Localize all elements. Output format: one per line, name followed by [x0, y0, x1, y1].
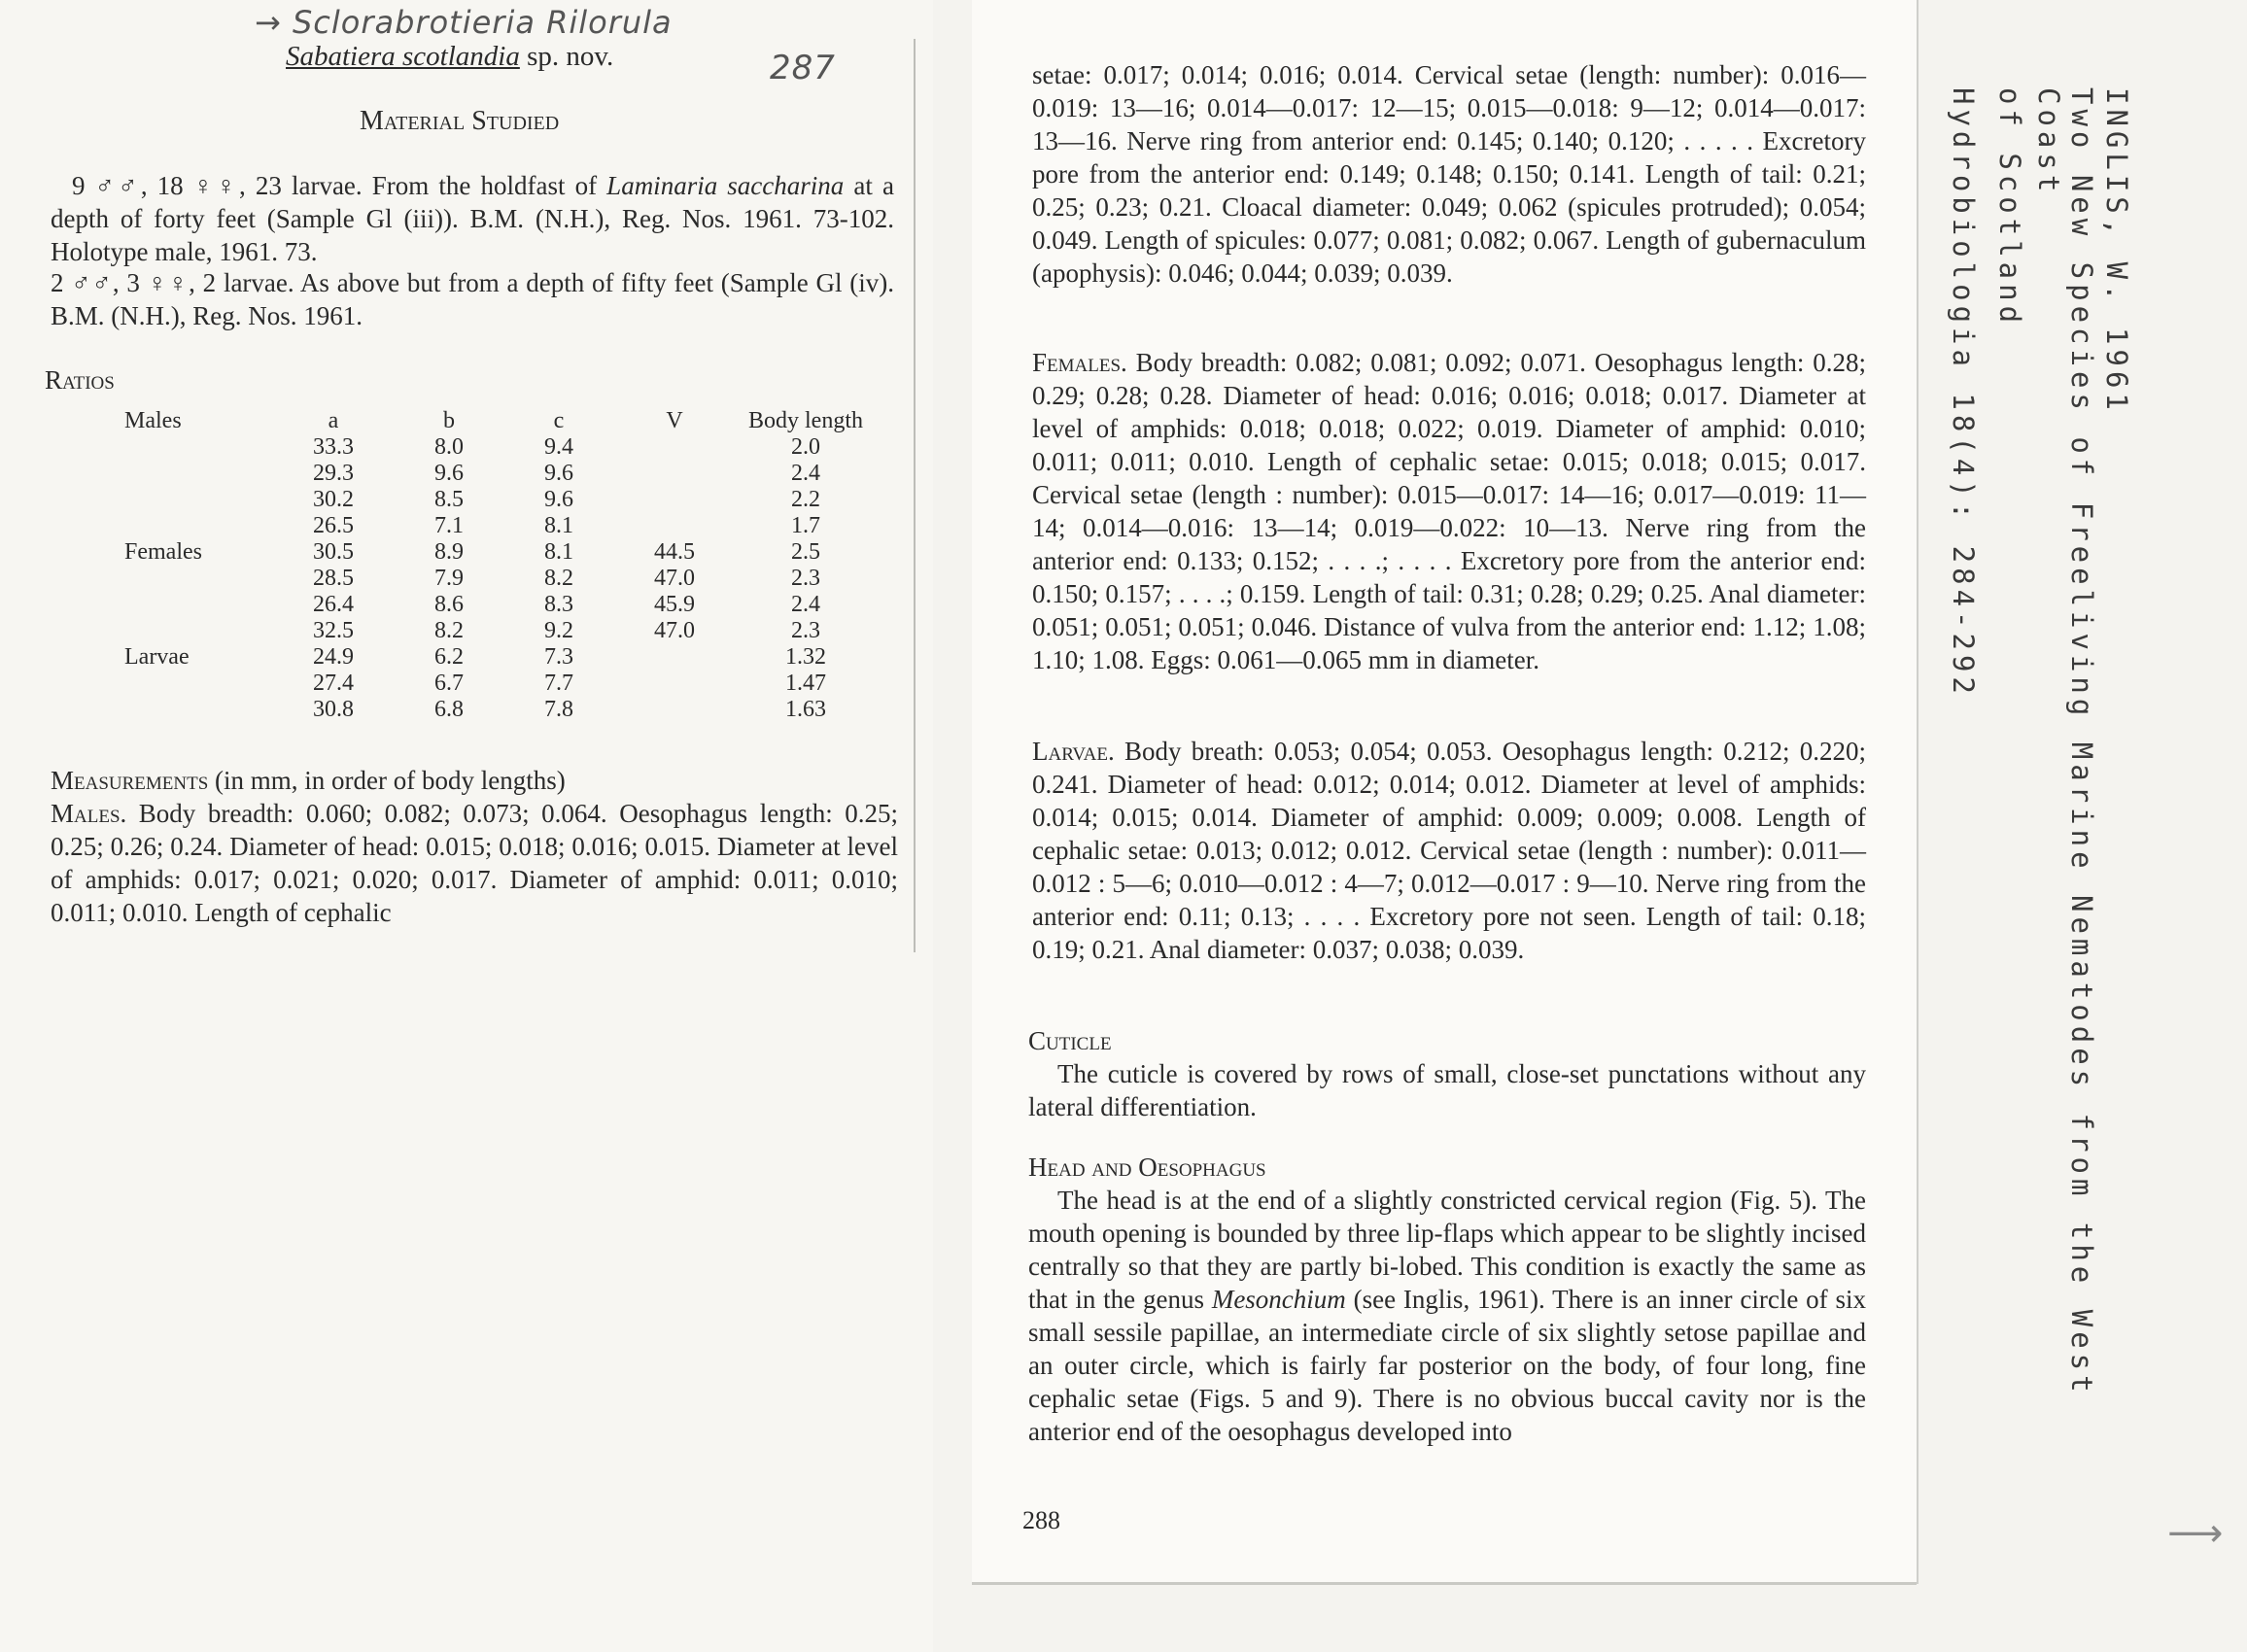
page-bottom-edge	[972, 1582, 1917, 1585]
ratios-cell-c: 7.3	[544, 644, 573, 670]
ratios-cell-body-length: 2.4	[791, 592, 820, 617]
ratios-cell-v: 45.9	[654, 592, 695, 617]
ratios-row	[124, 513, 879, 539]
ratios-table-body	[124, 434, 879, 723]
ratios-cell-a: 24.9	[313, 644, 354, 670]
ratios-cell-a: 26.5	[313, 513, 354, 538]
larvae-measurements: Larvae. Body breath: 0.053; 0.054; 0.053. Oesophagus length: 0.212; 0.220; 0.241. Diameter of head: 0.012; 0.014; 0.012. Diameter at level of amphids: 0.014; 0.015; 0.014. Diameter of amphid: 0.009; 0.009; 0.008. Length of cephalic setae: 0.013; 0.012; 0.012. Cervical setae (length : number): 0.011—0.012 : 5—6; 0.010—0.012 : 4—7; 0.012—0.017 : 9—10. Nerve ring from the anterior end: 0.11; 0.13; . . . . Excretory pore not seen. Length of tail: 0.18; 0.19; 0.21. Anal diameter: 0.037; 0.038; 0.039.	[1032, 737, 1866, 964]
species-name: Sabatiera scotlandia	[286, 41, 520, 72]
ratios-row	[124, 671, 879, 697]
material-paragraph-1: 9 ♂♂, 18 ♀♀, 23 larvae. From the holdfast of Laminaria saccharina at a depth of forty feet (Sample Gl (iii)). B.M. (N.H.), Reg. Nos. 1961. 73-102. Holotype male, 1961. 73.	[51, 171, 894, 266]
ratios-cell-body-length: 2.3	[791, 618, 820, 643]
ratios-row	[124, 618, 879, 644]
ratios-header-v: V	[666, 408, 683, 433]
ratios-row	[124, 434, 879, 461]
citation-sidebar	[1929, 87, 2162, 1467]
ratios-cell-c: 8.3	[544, 592, 573, 617]
cuticle-paragraph: The cuticle is covered by rows of small, close-set punctations without any lateral differentiation.	[1028, 1059, 1866, 1121]
ratios-cell-group	[124, 434, 270, 461]
ratios-cell-group	[124, 592, 270, 618]
ratios-cell-v: 47.0	[654, 566, 695, 591]
ratios-cell-v	[616, 487, 733, 513]
head-oesophagus-heading: Head and Oesophagus	[1028, 1153, 1266, 1182]
ratios-cell-b: 7.1	[434, 513, 464, 538]
ratios-cell-a: 30.5	[313, 539, 354, 565]
cuticle-heading: Cuticle	[1028, 1026, 1112, 1055]
material-paragraph-2: 2 ♂♂, 3 ♀♀, 2 larvae. As above but from a depth of fifty feet (Sample Gl (iv). B.M. (N.H.), Reg. Nos. 1961.	[51, 268, 894, 330]
ratios-cell-b: 6.2	[434, 644, 464, 670]
ratios-cell-b: 8.5	[434, 487, 464, 512]
ratios-cell-b: 9.6	[434, 461, 464, 486]
citation-title-cont: of Scotland	[1993, 87, 2026, 328]
ratios-row	[124, 566, 879, 592]
ratios-cell-body-length: 1.63	[785, 697, 826, 722]
citation-journal: Hydrobiologia 18(4): 284-292	[1947, 87, 1980, 699]
head-oesophagus-paragraph: The head is at the end of a slightly constricted cervical region (Fig. 5). The mouth opening is bounded by three lip-flaps which appear to be slightly incised centrally so that they are partly bi-lobed. This condition is exactly the same as that in the genus Mesonchium (see Inglis, 1961). There is an inner circle of six small sessile papillae, an intermediate circle of six slightly setose papillae and an outer circle, which is fairly far posterior on the body, of four long, fine cephalic setae (Figs. 5 and 9). There is no obvious buccal cavity nor is the anterior end of the oesophagus developed into	[1028, 1186, 1867, 1446]
ratios-cell-body-length: 1.47	[785, 671, 826, 696]
ratios-cell-body-length: 2.3	[791, 566, 820, 591]
ratios-cell-body-length: 1.7	[791, 513, 820, 538]
ratios-table	[124, 408, 879, 723]
ratios-cell-group	[124, 461, 270, 487]
handwritten-note: → Sclorabrotieria Rilorula	[255, 4, 673, 41]
page-fold-line	[914, 39, 916, 952]
ratios-cell-body-length: 2.4	[791, 461, 820, 486]
ratios-header-c: c	[553, 408, 565, 433]
ratios-cell-v	[616, 461, 733, 487]
measurements-heading: Measurements (in mm, in order of body lengths)	[51, 766, 566, 795]
ratios-row	[124, 592, 879, 618]
material-heading: Material Studied	[360, 106, 560, 136]
ratios-cell-c: 8.2	[544, 566, 573, 591]
ratios-cell-v: 47.0	[654, 618, 695, 643]
ratios-cell-body-length: 2.5	[791, 539, 820, 565]
ratios-cell-c: 7.7	[544, 671, 573, 696]
ratios-cell-group	[124, 513, 270, 539]
ratios-cell-c: 8.1	[544, 539, 573, 565]
ratios-cell-b: 6.8	[434, 697, 464, 722]
species-suffix: sp. nov.	[519, 41, 614, 72]
ratios-cell-b: 8.2	[434, 618, 464, 643]
ratios-row	[124, 697, 879, 723]
ratios-cell-c: 9.4	[544, 434, 573, 460]
ratios-cell-v	[616, 513, 733, 539]
ratios-header-body-length: Body length	[748, 408, 863, 433]
ratios-cell-body-length: 2.2	[791, 487, 820, 512]
pencil-arrow-mark: ⟶	[2167, 1511, 2224, 1556]
ratios-cell-v	[616, 434, 733, 461]
ratios-header-a: a	[328, 408, 339, 433]
ratios-cell-b: 6.7	[434, 671, 464, 696]
ratios-cell-a: 26.4	[313, 592, 354, 617]
ratios-cell-c: 8.1	[544, 513, 573, 538]
ratios-cell-a: 30.2	[313, 487, 354, 512]
ratios-cell-a: 32.5	[313, 618, 354, 643]
page-number: 288	[1022, 1506, 1060, 1534]
ratios-cell-v	[616, 697, 733, 723]
ratios-cell-a: 27.4	[313, 671, 354, 696]
ratios-cell-group	[124, 618, 270, 644]
ratios-cell-a: 29.3	[313, 461, 354, 486]
males-measurements-continued: setae: 0.017; 0.014; 0.016; 0.014. Cervical setae (length: number): 0.016—0.019: 13—16; 0.014—0.017: 12—15; 0.015—0.018: 9—12; 0.014—0.017: 13—16. Nerve ring from anterior end: 0.145; 0.140; 0.120; . . . . . Excretory pore from the anterior end: 0.149; 0.148; 0.150; 0.141. Length of tail: 0.21; 0.25; 0.23; 0.21. Cloacal diameter: 0.049; 0.062 (spicules protruded); 0.054; 0.049. Length of spicules: 0.077; 0.081; 0.082; 0.067. Length of gubernaculum (apophysis): 0.046; 0.044; 0.039; 0.039.	[1032, 60, 1866, 288]
ratios-cell-b: 8.6	[434, 592, 464, 617]
ratios-header-b: b	[443, 408, 455, 433]
ratios-cell-b: 7.9	[434, 566, 464, 591]
males-measurements: Males. Body breadth: 0.060; 0.082; 0.073; 0.064. Oesophagus length: 0.25; 0.25; 0.26; 0.24. Diameter of head: 0.015; 0.018; 0.016; 0.015. Diameter at level of amphids: 0.017; 0.021; 0.020; 0.017. Diameter of amphid: 0.011; 0.010; 0.011; 0.010. Length of cephalic	[51, 799, 898, 927]
species-title	[286, 41, 613, 73]
ratios-cell-v	[616, 644, 733, 671]
ratios-cell-c: 7.8	[544, 697, 573, 722]
ratios-cell-c: 9.6	[544, 487, 573, 512]
ratios-cell-group	[124, 487, 270, 513]
ratios-heading: Ratios	[45, 365, 115, 395]
ratios-cell-v	[616, 671, 733, 697]
ratios-cell-a: 33.3	[313, 434, 354, 460]
ratios-cell-group	[124, 671, 270, 697]
ratios-cell-group	[124, 697, 270, 723]
ratios-cell-group: Females	[124, 539, 202, 565]
ratios-cell-a: 30.8	[313, 697, 354, 722]
ratios-header-group: Males	[124, 408, 182, 433]
females-measurements: Females. Body breadth: 0.082; 0.081; 0.092; 0.071. Oesophagus length: 0.28; 0.29; 0.28; 0.28. Diameter of head: 0.016; 0.016; 0.018; 0.017. Diameter at level of amphids: 0.018; 0.018; 0.022; 0.019. Diameter of amphid: 0.010; 0.011; 0.011; 0.010. Length of cephalic setae: 0.015; 0.018; 0.015; 0.017. Cervical setae (length : number): 0.015—0.017: 14—16; 0.017—0.019: 11—14; 0.014—0.016: 13—14; 0.019—0.022: 10—13. Nerve ring from the anterior end: 0.133; 0.152; . . . .; . . . . Excretory pore from the anterior end: 0.150; 0.157; . . . .; 0.159. Length of tail: 0.31; 0.28; 0.29; 0.25. Anal diameter: 0.051; 0.051; 0.051; 0.046. Distance of vulva from the anterior end: 1.12; 1.08; 1.10; 1.08. Eggs: 0.061—0.065 mm in diameter.	[1032, 348, 1866, 674]
ratios-cell-v: 44.5	[654, 539, 695, 565]
ratios-row	[124, 487, 879, 513]
ratios-header-row	[124, 408, 879, 434]
citation-title: Two New Species of Freeliving Marine Nematodes from the West Coast	[2032, 87, 2098, 1397]
ratios-cell-group: Larvae	[124, 644, 190, 670]
ratios-cell-c: 9.6	[544, 461, 573, 486]
ratios-cell-group	[124, 566, 270, 592]
ratios-cell-a: 28.5	[313, 566, 354, 591]
handwritten-page-number: 287	[770, 49, 836, 87]
ratios-cell-b: 8.0	[434, 434, 464, 460]
ratios-cell-body-length: 2.0	[791, 434, 820, 460]
ratios-cell-b: 8.9	[434, 539, 464, 565]
ratios-cell-body-length: 1.32	[785, 644, 826, 670]
ratios-row	[124, 644, 879, 671]
citation-author-year: INGLIS, W. 1961	[2100, 87, 2133, 415]
ratios-row	[124, 539, 879, 566]
ratios-cell-c: 9.2	[544, 618, 573, 643]
ratios-row	[124, 461, 879, 487]
